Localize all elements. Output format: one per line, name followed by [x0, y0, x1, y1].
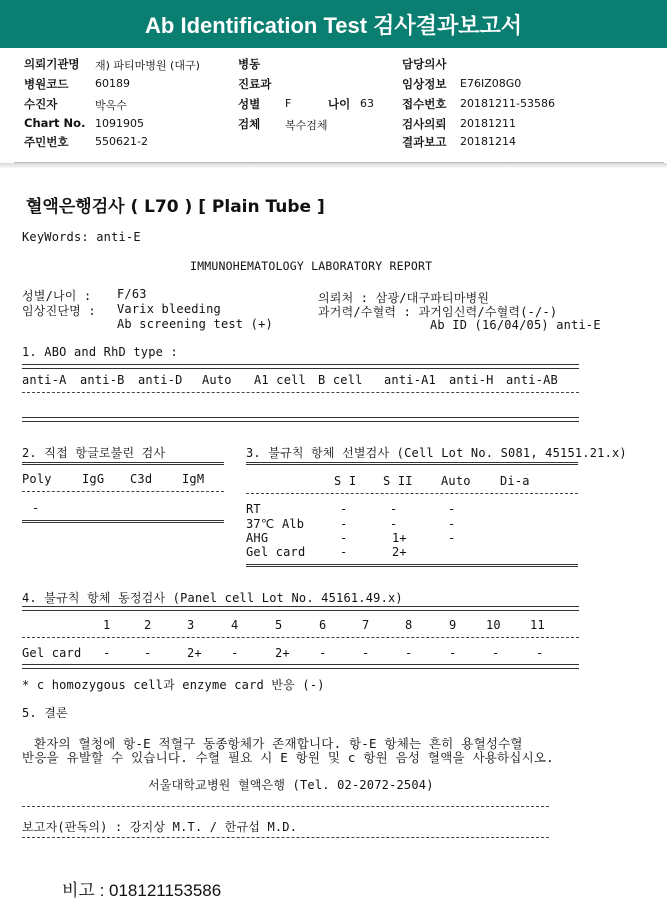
screen-cell: -	[340, 502, 348, 516]
section4-title: 4. 불규칙 항체 동정검사 (Panel cell Lot No. 45161.49.x)	[22, 591, 403, 605]
panel-column: 11	[530, 618, 545, 632]
screen-cell: -	[448, 502, 456, 516]
screen-cell: -	[340, 545, 348, 559]
reporter-rule-top	[22, 806, 549, 807]
section3-title: 3. 불규칙 항체 선별검사 (Cell Lot No. S081, 45151.21.x)	[246, 446, 627, 460]
panel-cell: 2+	[187, 646, 202, 660]
remark: 비고 : 018121153586	[62, 881, 222, 900]
report-title: 혈액은행검사 ( L70 ) [ Plain Tube ]	[26, 197, 325, 217]
ab-id: Ab ID (16/04/05) anti-E	[430, 318, 601, 332]
section2-rule-mid	[22, 491, 224, 492]
abo-header: Auto	[202, 373, 232, 387]
section1-rule-bottom	[22, 417, 579, 422]
screen-cell: -	[340, 517, 348, 531]
resident-no-label: 주민번호	[24, 135, 69, 149]
abo-header: anti-AB	[506, 373, 558, 387]
diagnosis-label: 임상진단명 :	[22, 304, 96, 318]
lab-report-title: IMMUNOHEMATOLOGY LABORATORY REPORT	[190, 259, 433, 273]
panel-row-label: Gel card	[22, 646, 82, 660]
referral: 의뢰처 : 삼광/대구파티마병원	[318, 291, 490, 305]
dat-value: -	[32, 501, 40, 515]
clinical-info-value: E76IZ08G0	[460, 77, 522, 90]
panel-column: 5	[275, 618, 283, 632]
section1-title: 1. ABO and RhD type :	[22, 345, 178, 359]
reporter: 보고자(판독의) : 강지상 M.T. / 한규섭 M.D.	[22, 820, 298, 834]
section4-rule-top	[22, 606, 579, 611]
screen-cell: -	[390, 517, 398, 531]
screen-header: Di-a	[500, 474, 530, 488]
panel-column: 8	[405, 618, 413, 632]
panel-cell: -	[449, 646, 457, 660]
screen-header: S I	[334, 474, 357, 488]
ward-label: 병동	[238, 57, 261, 71]
diagnosis-value1: Varix bleeding	[117, 302, 221, 316]
screen-header: S II	[383, 474, 413, 488]
patient-label: 수진자	[24, 97, 58, 111]
panel-cell: -	[319, 646, 327, 660]
receipt-no-value: 20181211-53586	[460, 97, 555, 110]
chart-no-value: 1091905	[95, 117, 144, 130]
dat-header: Poly	[22, 472, 52, 486]
sex-age-value: F/63	[117, 287, 147, 301]
screen-header: Auto	[441, 474, 471, 488]
dat-header: IgM	[182, 472, 205, 486]
report-date-label: 결과보고	[402, 135, 447, 149]
abo-header: anti-A1	[384, 373, 436, 387]
hospital-code-label: 병원코드	[24, 77, 69, 91]
screen-cell: -	[448, 531, 456, 545]
section4-footnote: * c homozygous cell과 enzyme card 반응 (-)	[22, 678, 325, 692]
hospital-code-value: 60189	[95, 77, 130, 90]
panel-column: 1	[103, 618, 111, 632]
sex-label: 성별	[238, 97, 261, 111]
transfusion-history: 과거력/수혈력 : 과거임신력/수혈력(-/-)	[318, 305, 558, 319]
chart-no-label: Chart No.	[24, 116, 86, 130]
report-date-value: 20181214	[460, 135, 516, 148]
panel-cell: -	[362, 646, 370, 660]
section4-rule-bottom	[22, 664, 579, 669]
diagnosis-value2: Ab screening test (+)	[117, 317, 273, 331]
conclusion-line2: 반응을 유발할 수 있습니다. 수혈 필요 시 E 항원 및 c 항원 음성 혈액을 사용하십시오.	[22, 750, 554, 765]
dat-header: C3d	[130, 472, 153, 486]
section2-rule-top	[22, 462, 224, 465]
request-date-label: 검사의뢰	[402, 117, 447, 131]
age-label: 나이	[328, 97, 351, 111]
request-date-value: 20181211	[460, 117, 516, 130]
header-col1-row1	[24, 56, 80, 72]
header-shadow	[0, 163, 667, 169]
panel-column: 6	[319, 618, 327, 632]
sex-age-label: 성별/나이 :	[22, 289, 92, 303]
screen-row-label: Gel card	[246, 545, 306, 559]
panel-cell: -	[231, 646, 239, 660]
abo-header: anti-A	[22, 373, 67, 387]
section1-rule-mid	[22, 392, 579, 393]
panel-column: 3	[187, 618, 195, 632]
abo-header: anti-H	[449, 373, 494, 387]
screen-row-label: AHG	[246, 531, 269, 545]
screen-cell: -	[448, 517, 456, 531]
blood-bank-contact: 서울대학교병원 혈액은행 (Tel. 02-2072-2504)	[148, 778, 434, 792]
panel-cell: -	[405, 646, 413, 660]
abo-header: anti-D	[138, 373, 183, 387]
screen-row-label: 37℃ Alb	[246, 517, 305, 531]
patient-value: 박옥수	[95, 99, 127, 112]
screen-row-label: RT	[246, 502, 261, 516]
abo-header: B cell	[318, 373, 363, 387]
conclusion-line1: 환자의 혈청에 항-E 적혈구 동종항체가 존재합니다. 항-E 항체는 흔히 용혈성수혈	[34, 736, 523, 751]
panel-column: 2	[144, 618, 152, 632]
section5-title: 5. 결론	[22, 706, 68, 720]
panel-column: 7	[362, 618, 370, 632]
section2-rule-bottom	[22, 520, 224, 523]
institution-value: 재) 파티마병원 (대구)	[95, 59, 200, 72]
panel-cell: -	[144, 646, 152, 660]
specimen-label: 검체	[238, 117, 261, 131]
clinical-info-label: 임상정보	[402, 77, 447, 91]
screen-cell: -	[390, 502, 398, 516]
institution-label: 의뢰기관명	[24, 57, 80, 71]
section1-rule-top	[22, 364, 579, 369]
panel-column: 10	[486, 618, 501, 632]
section3-rule-top	[246, 462, 578, 465]
screen-cell: -	[340, 531, 348, 545]
panel-cell: 2+	[275, 646, 290, 660]
section3-rule-mid	[246, 493, 578, 494]
abo-header: A1 cell	[254, 373, 306, 387]
panel-cell: -	[536, 646, 544, 660]
section3-rule-bottom	[246, 564, 578, 567]
panel-column: 4	[231, 618, 239, 632]
doctor-label: 담당의사	[402, 57, 447, 71]
keywords: KeyWords: anti-E	[22, 230, 141, 244]
specimen-value: 복수검체	[285, 119, 328, 132]
panel-column: 9	[449, 618, 457, 632]
section2-title: 2. 직접 항글로불린 검사	[22, 446, 166, 460]
screen-cell: 2+	[392, 545, 407, 559]
resident-no-value: 550621-2	[95, 135, 148, 148]
report-banner-title: Ab Identification Test 검사결과보고서	[145, 12, 522, 38]
abo-header: anti-B	[80, 373, 125, 387]
report-banner	[0, 0, 667, 48]
screen-cell: 1+	[392, 531, 407, 545]
department-label: 진료과	[238, 77, 272, 91]
sex-value: F	[285, 97, 292, 110]
section4-rule-mid	[22, 637, 579, 638]
panel-cell: -	[492, 646, 500, 660]
dat-header: IgG	[82, 472, 105, 486]
panel-cell: -	[103, 646, 111, 660]
reporter-rule-bottom	[22, 837, 549, 838]
receipt-no-label: 접수번호	[402, 97, 447, 111]
age-value: 63	[360, 97, 374, 110]
